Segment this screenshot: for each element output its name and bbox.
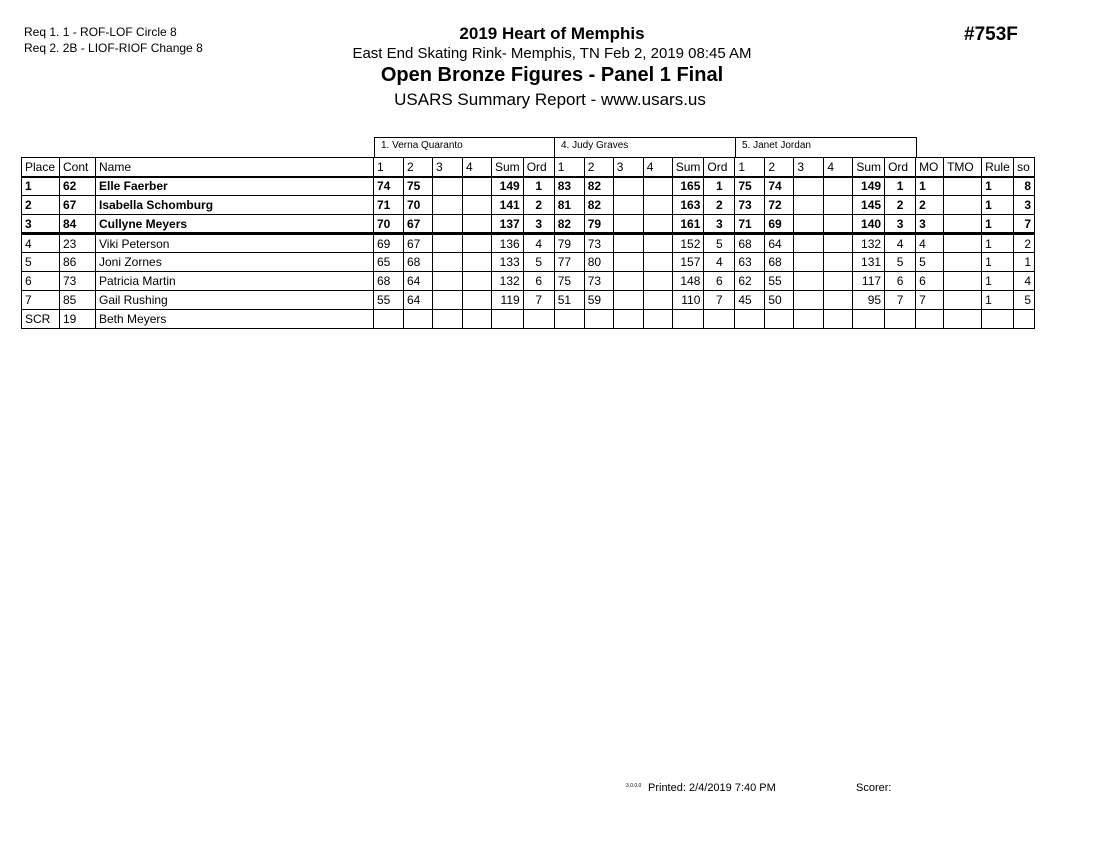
table-cell xyxy=(824,291,853,310)
table-cell xyxy=(735,310,765,329)
table-cell: 1 xyxy=(982,215,1014,234)
table-cell xyxy=(643,272,672,291)
table-cell xyxy=(643,234,672,253)
table-cell xyxy=(433,177,463,196)
table-cell xyxy=(643,177,672,196)
table-cell: 75 xyxy=(404,177,433,196)
column-header: 3 xyxy=(613,158,643,177)
column-header: Cont xyxy=(60,158,96,177)
table-cell: 5 xyxy=(22,253,60,272)
table-cell xyxy=(824,253,853,272)
table-cell: 71 xyxy=(374,196,404,215)
table-cell: 72 xyxy=(765,196,794,215)
column-header: 1 xyxy=(735,158,765,177)
table-cell: 70 xyxy=(374,215,404,234)
table-cell: 19 xyxy=(60,310,96,329)
table-cell: 117 xyxy=(853,272,885,291)
table-cell xyxy=(643,253,672,272)
table-cell: 4 xyxy=(704,253,735,272)
table-cell xyxy=(944,177,982,196)
table-cell xyxy=(794,177,824,196)
table-cell: 55 xyxy=(765,272,794,291)
table-cell: 1 xyxy=(982,234,1014,253)
table-cell xyxy=(613,291,643,310)
table-cell: 3 xyxy=(704,215,735,234)
table-cell: 132 xyxy=(853,234,885,253)
table-cell xyxy=(433,272,463,291)
table-cell xyxy=(824,177,853,196)
table-cell: 1 xyxy=(982,177,1014,196)
table-cell xyxy=(794,215,824,234)
column-header: Sum xyxy=(853,158,885,177)
column-header: so xyxy=(1014,158,1035,177)
table-cell: 110 xyxy=(672,291,704,310)
table-cell: 62 xyxy=(60,177,96,196)
table-cell: Cullyne Meyers xyxy=(96,215,374,234)
column-header: Sum xyxy=(672,158,704,177)
table-cell xyxy=(885,310,916,329)
column-header: 3 xyxy=(433,158,463,177)
table-cell xyxy=(824,272,853,291)
table-cell: 1 xyxy=(982,272,1014,291)
table-cell: 4 xyxy=(22,234,60,253)
table-cell: 69 xyxy=(374,234,404,253)
table-cell: 67 xyxy=(404,215,433,234)
table-cell: 23 xyxy=(60,234,96,253)
table-cell: 68 xyxy=(765,253,794,272)
table-cell: 82 xyxy=(554,215,584,234)
table-cell: 2 xyxy=(1014,234,1035,253)
table-cell: 63 xyxy=(735,253,765,272)
column-header: 1 xyxy=(554,158,584,177)
table-cell: 71 xyxy=(735,215,765,234)
table-cell: 7 xyxy=(704,291,735,310)
table-cell: 1 xyxy=(704,177,735,196)
table-cell xyxy=(824,310,853,329)
column-header: 4 xyxy=(463,158,492,177)
table-cell xyxy=(374,310,404,329)
table-cell: 3 xyxy=(523,215,554,234)
table-cell: 1 xyxy=(22,177,60,196)
table-cell: 83 xyxy=(554,177,584,196)
column-header: Place xyxy=(22,158,60,177)
table-cell: 73 xyxy=(735,196,765,215)
table-cell: 132 xyxy=(492,272,524,291)
table-cell: 136 xyxy=(492,234,524,253)
table-cell xyxy=(404,310,433,329)
table-cell: 7 xyxy=(1014,215,1035,234)
table-cell: 7 xyxy=(885,291,916,310)
table-cell: 75 xyxy=(735,177,765,196)
table-cell xyxy=(523,310,554,329)
table-cell xyxy=(824,196,853,215)
table-cell: 73 xyxy=(584,234,613,253)
table-row xyxy=(22,177,1035,196)
table-cell xyxy=(765,310,794,329)
table-cell: 8 xyxy=(1014,177,1035,196)
table-cell xyxy=(944,196,982,215)
table-cell: 4 xyxy=(885,234,916,253)
table-cell: 79 xyxy=(554,234,584,253)
table-cell: Gail Rushing xyxy=(96,291,374,310)
table-cell xyxy=(944,272,982,291)
table-cell: 2 xyxy=(916,196,944,215)
table-row xyxy=(22,291,1035,310)
table-cell: 2 xyxy=(885,196,916,215)
judge-1-name: 1. Verna Quaranto xyxy=(374,137,555,157)
table-cell xyxy=(944,215,982,234)
table-row xyxy=(22,234,1035,253)
table-cell xyxy=(613,253,643,272)
table-cell: 6 xyxy=(916,272,944,291)
table-cell: Isabella Schomburg xyxy=(96,196,374,215)
table-cell xyxy=(463,215,492,234)
table-cell: 6 xyxy=(704,272,735,291)
table-cell xyxy=(944,291,982,310)
table-cell xyxy=(433,310,463,329)
table-cell: 7 xyxy=(22,291,60,310)
table-cell: 84 xyxy=(60,215,96,234)
table-cell xyxy=(584,310,613,329)
table-cell xyxy=(643,215,672,234)
column-header: MO xyxy=(916,158,944,177)
table-cell: 67 xyxy=(60,196,96,215)
table-cell: 149 xyxy=(853,177,885,196)
table-cell xyxy=(463,272,492,291)
table-cell xyxy=(463,291,492,310)
table-row xyxy=(22,253,1035,272)
table-cell: 141 xyxy=(492,196,524,215)
table-cell: 5 xyxy=(704,234,735,253)
scorer-label: Scorer: xyxy=(856,782,892,794)
table-cell: 157 xyxy=(672,253,704,272)
table-cell xyxy=(824,234,853,253)
table-cell: 3 xyxy=(885,215,916,234)
column-header: 4 xyxy=(643,158,672,177)
table-cell: 1 xyxy=(885,177,916,196)
table-cell: 74 xyxy=(374,177,404,196)
table-header-row xyxy=(22,158,1035,177)
table-row xyxy=(22,215,1035,234)
table-cell xyxy=(463,310,492,329)
table-cell: 131 xyxy=(853,253,885,272)
table-cell: 64 xyxy=(404,272,433,291)
column-header: 3 xyxy=(794,158,824,177)
table-cell xyxy=(643,196,672,215)
table-cell xyxy=(554,310,584,329)
column-header: Sum xyxy=(492,158,524,177)
results-table xyxy=(21,157,1035,329)
table-cell xyxy=(613,177,643,196)
table-cell: 133 xyxy=(492,253,524,272)
table-cell xyxy=(794,196,824,215)
table-cell: Viki Peterson xyxy=(96,234,374,253)
table-cell: 163 xyxy=(672,196,704,215)
judge-2-name: 4. Judy Graves xyxy=(555,137,736,157)
table-cell: 1 xyxy=(1014,253,1035,272)
table-cell: 79 xyxy=(584,215,613,234)
table-cell: 2 xyxy=(523,196,554,215)
judges-header xyxy=(374,137,917,157)
table-cell: 7 xyxy=(916,291,944,310)
table-cell: 140 xyxy=(853,215,885,234)
printed-timestamp: Printed: 2/4/2019 7:40 PM xyxy=(648,782,776,794)
column-header: Ord xyxy=(523,158,554,177)
table-cell: 4 xyxy=(523,234,554,253)
table-cell: 1 xyxy=(982,291,1014,310)
table-cell: 5 xyxy=(523,253,554,272)
table-cell: 2 xyxy=(22,196,60,215)
table-cell xyxy=(613,272,643,291)
table-cell xyxy=(944,234,982,253)
table-cell: 3 xyxy=(916,215,944,234)
table-cell: Joni Zornes xyxy=(96,253,374,272)
table-cell xyxy=(794,272,824,291)
table-cell: 7 xyxy=(523,291,554,310)
table-cell: 5 xyxy=(885,253,916,272)
table-cell xyxy=(613,310,643,329)
table-cell: 64 xyxy=(765,234,794,253)
column-header: 2 xyxy=(584,158,613,177)
report-subtitle: USARS Summary Report - www.usars.us xyxy=(394,90,706,109)
table-cell: 77 xyxy=(554,253,584,272)
report-id: #753F xyxy=(964,24,1018,45)
table-row xyxy=(22,272,1035,291)
table-cell: 1 xyxy=(982,253,1014,272)
table-cell xyxy=(643,291,672,310)
table-cell: SCR xyxy=(22,310,60,329)
table-cell: 64 xyxy=(404,291,433,310)
table-cell: 80 xyxy=(584,253,613,272)
table-row xyxy=(22,196,1035,215)
table-cell xyxy=(704,310,735,329)
requirement-2: Req 2. 2B - LIOF-RIOF Change 8 xyxy=(24,41,203,55)
table-cell: 1 xyxy=(982,196,1014,215)
table-cell xyxy=(463,253,492,272)
table-cell: 75 xyxy=(554,272,584,291)
table-cell xyxy=(982,310,1014,329)
table-cell: Elle Faerber xyxy=(96,177,374,196)
table-cell: 82 xyxy=(584,177,613,196)
table-cell xyxy=(613,196,643,215)
table-cell: Patricia Martin xyxy=(96,272,374,291)
table-cell: 67 xyxy=(404,234,433,253)
table-cell: 68 xyxy=(735,234,765,253)
column-header: 2 xyxy=(765,158,794,177)
table-cell: 5 xyxy=(916,253,944,272)
table-cell xyxy=(463,196,492,215)
table-cell: 161 xyxy=(672,215,704,234)
table-cell xyxy=(672,310,704,329)
table-cell: 5 xyxy=(1014,291,1035,310)
table-row xyxy=(22,310,1035,329)
table-cell xyxy=(433,253,463,272)
table-cell: 73 xyxy=(60,272,96,291)
table-cell: 70 xyxy=(404,196,433,215)
table-cell: 68 xyxy=(404,253,433,272)
column-header: Ord xyxy=(704,158,735,177)
table-cell: Beth Meyers xyxy=(96,310,374,329)
table-cell xyxy=(613,215,643,234)
table-cell: 81 xyxy=(554,196,584,215)
table-cell: 137 xyxy=(492,215,524,234)
table-cell xyxy=(463,177,492,196)
table-cell: 59 xyxy=(584,291,613,310)
column-header: Ord xyxy=(885,158,916,177)
table-cell: 148 xyxy=(672,272,704,291)
table-cell: 50 xyxy=(765,291,794,310)
table-cell: 51 xyxy=(554,291,584,310)
column-header: 1 xyxy=(374,158,404,177)
table-cell: 74 xyxy=(765,177,794,196)
table-cell xyxy=(1014,310,1035,329)
table-cell: 145 xyxy=(853,196,885,215)
table-cell: 119 xyxy=(492,291,524,310)
table-cell: 1 xyxy=(916,177,944,196)
table-cell xyxy=(794,253,824,272)
table-cell xyxy=(463,234,492,253)
table-cell: 165 xyxy=(672,177,704,196)
table-cell xyxy=(794,291,824,310)
table-cell xyxy=(433,215,463,234)
table-cell: 3 xyxy=(1014,196,1035,215)
page-title: Open Bronze Figures - Panel 1 Final xyxy=(380,64,724,86)
judge-3-name: 5. Janet Jordan xyxy=(736,137,917,157)
table-cell xyxy=(944,253,982,272)
column-header: Name xyxy=(96,158,374,177)
table-cell xyxy=(492,310,524,329)
table-cell xyxy=(433,291,463,310)
table-cell: 1 xyxy=(523,177,554,196)
table-cell: 6 xyxy=(22,272,60,291)
event-title: 2019 Heart of Memphis xyxy=(459,24,645,43)
table-cell: 149 xyxy=(492,177,524,196)
table-cell: 55 xyxy=(374,291,404,310)
requirement-1: Req 1. 1 - ROF-LOF Circle 8 xyxy=(24,25,177,39)
table-cell xyxy=(853,310,885,329)
column-header: 4 xyxy=(824,158,853,177)
column-header: TMO xyxy=(944,158,982,177)
table-cell: 73 xyxy=(584,272,613,291)
table-cell: 2 xyxy=(704,196,735,215)
table-cell xyxy=(794,234,824,253)
table-cell: 6 xyxy=(523,272,554,291)
table-cell xyxy=(944,310,982,329)
table-cell: 69 xyxy=(765,215,794,234)
table-cell: 3 xyxy=(22,215,60,234)
table-cell: 68 xyxy=(374,272,404,291)
table-cell: 45 xyxy=(735,291,765,310)
column-header: Rule xyxy=(982,158,1014,177)
table-cell xyxy=(433,234,463,253)
table-cell: 65 xyxy=(374,253,404,272)
table-cell xyxy=(643,310,672,329)
table-cell: 4 xyxy=(916,234,944,253)
version-label: 3.0.0.0 xyxy=(626,783,642,789)
table-cell: 86 xyxy=(60,253,96,272)
table-cell xyxy=(794,310,824,329)
table-cell xyxy=(824,215,853,234)
table-cell: 82 xyxy=(584,196,613,215)
table-cell xyxy=(433,196,463,215)
table-cell xyxy=(916,310,944,329)
column-header: 2 xyxy=(404,158,433,177)
table-cell: 152 xyxy=(672,234,704,253)
table-cell: 95 xyxy=(853,291,885,310)
table-cell: 6 xyxy=(885,272,916,291)
table-cell: 85 xyxy=(60,291,96,310)
table-cell: 4 xyxy=(1014,272,1035,291)
table-cell: 62 xyxy=(735,272,765,291)
table-cell xyxy=(613,234,643,253)
venue-line: East End Skating Rink- Memphis, TN Feb 2, 2019 08:45 AM xyxy=(352,45,752,62)
